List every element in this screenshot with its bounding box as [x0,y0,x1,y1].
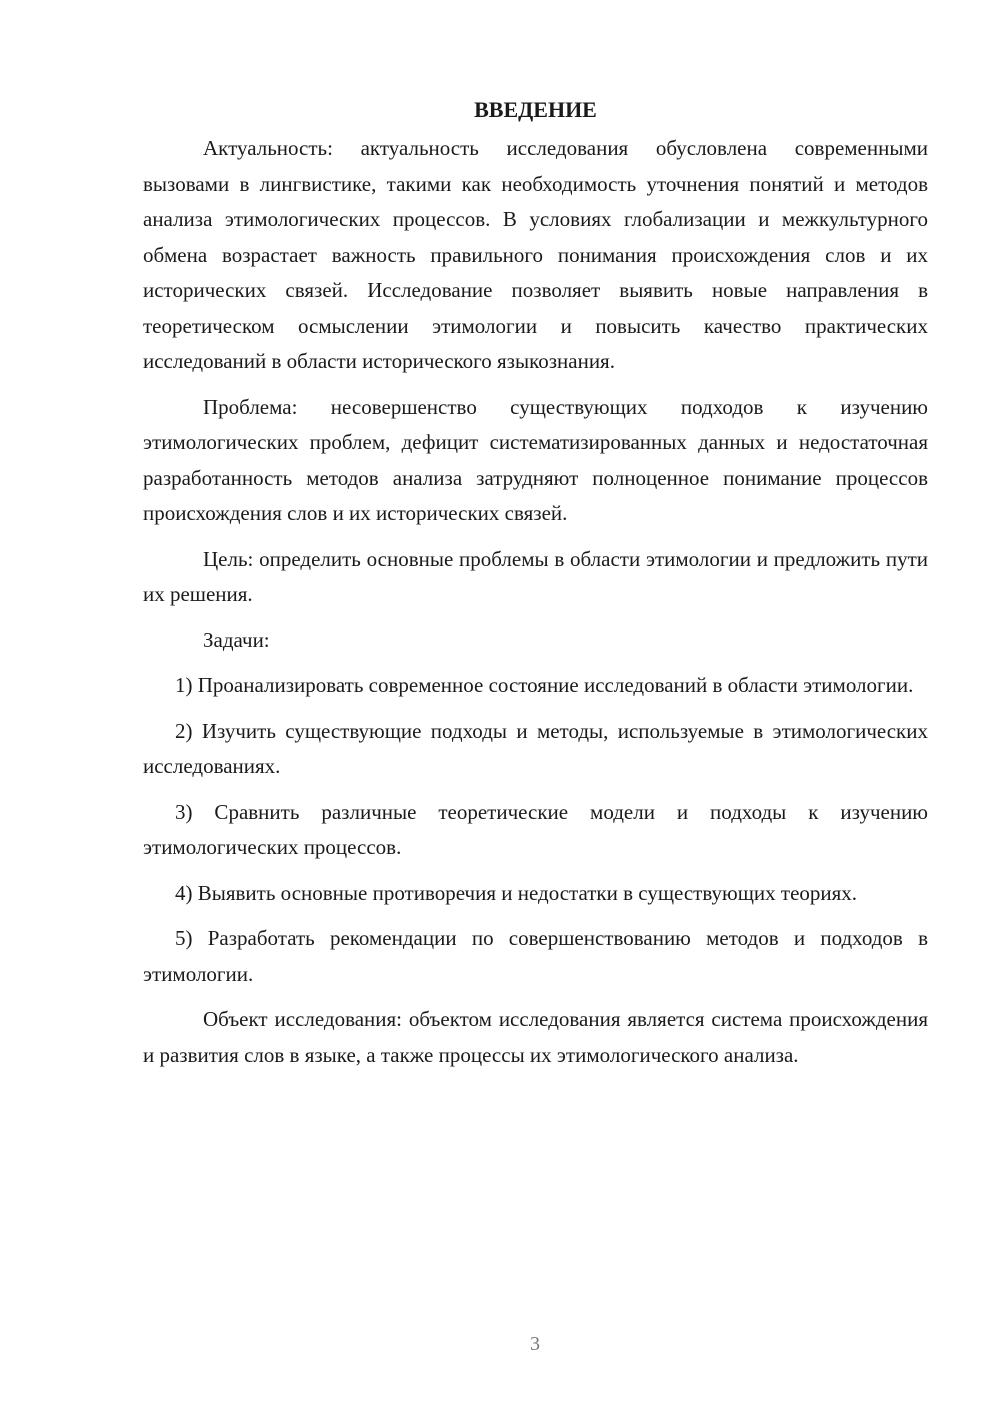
page-number: 3 [530,1333,540,1355]
document-page [143,95,928,1083]
problem-paragraph: Проблема: несовершенство существующих подходов к изучению этимологических проблем, дефицит систематизированных данных и недостаточная разработанность методов анализа затрудняют полноценное понимание процессов происхождения слов и их исторических связей. [143,394,928,525]
tasks-label: Задачи: [203,627,270,652]
task-item: 1) Проанализировать современное состояние исследований в области этимологии. [175,673,914,697]
task-item: 3) Сравнить различные теоретические модели и подходы к изучению этимологических процессов. [143,799,928,859]
object-paragraph: Объект исследования: объектом исследования является система происхождения и развития слов в языке, а также процессы их этимологического анализа. [143,1007,928,1067]
section-title: ВВЕДЕНИЕ [474,97,597,122]
goal-paragraph: Цель: определить основные проблемы в области этимологии и предложить пути их решения. [143,546,928,606]
relevance-paragraph: Актуальность: актуальность исследования обусловлена современными вызовами в лингвистике, такими как необходимость уточнения понятий и методов анализа этимологических процессов. В условиях глобализации и межкультурного обмена возрастает важность правильного понимания происхождения слов и их исторических связей. Исследование позволяет выявить новые направления в теоретическом осмыслении этимологии и повысить качество практических исследований в области исторического языкознания. [143,136,928,373]
task-item: 5) Разработать рекомендации по совершенствованию методов и подходов в этимологии. [143,926,928,986]
task-item: 2) Изучить существующие подходы и методы, используемые в этимологических исследованиях. [143,718,928,778]
task-item: 4) Выявить основные противоречия и недостатки в существующих теориях. [175,880,858,905]
